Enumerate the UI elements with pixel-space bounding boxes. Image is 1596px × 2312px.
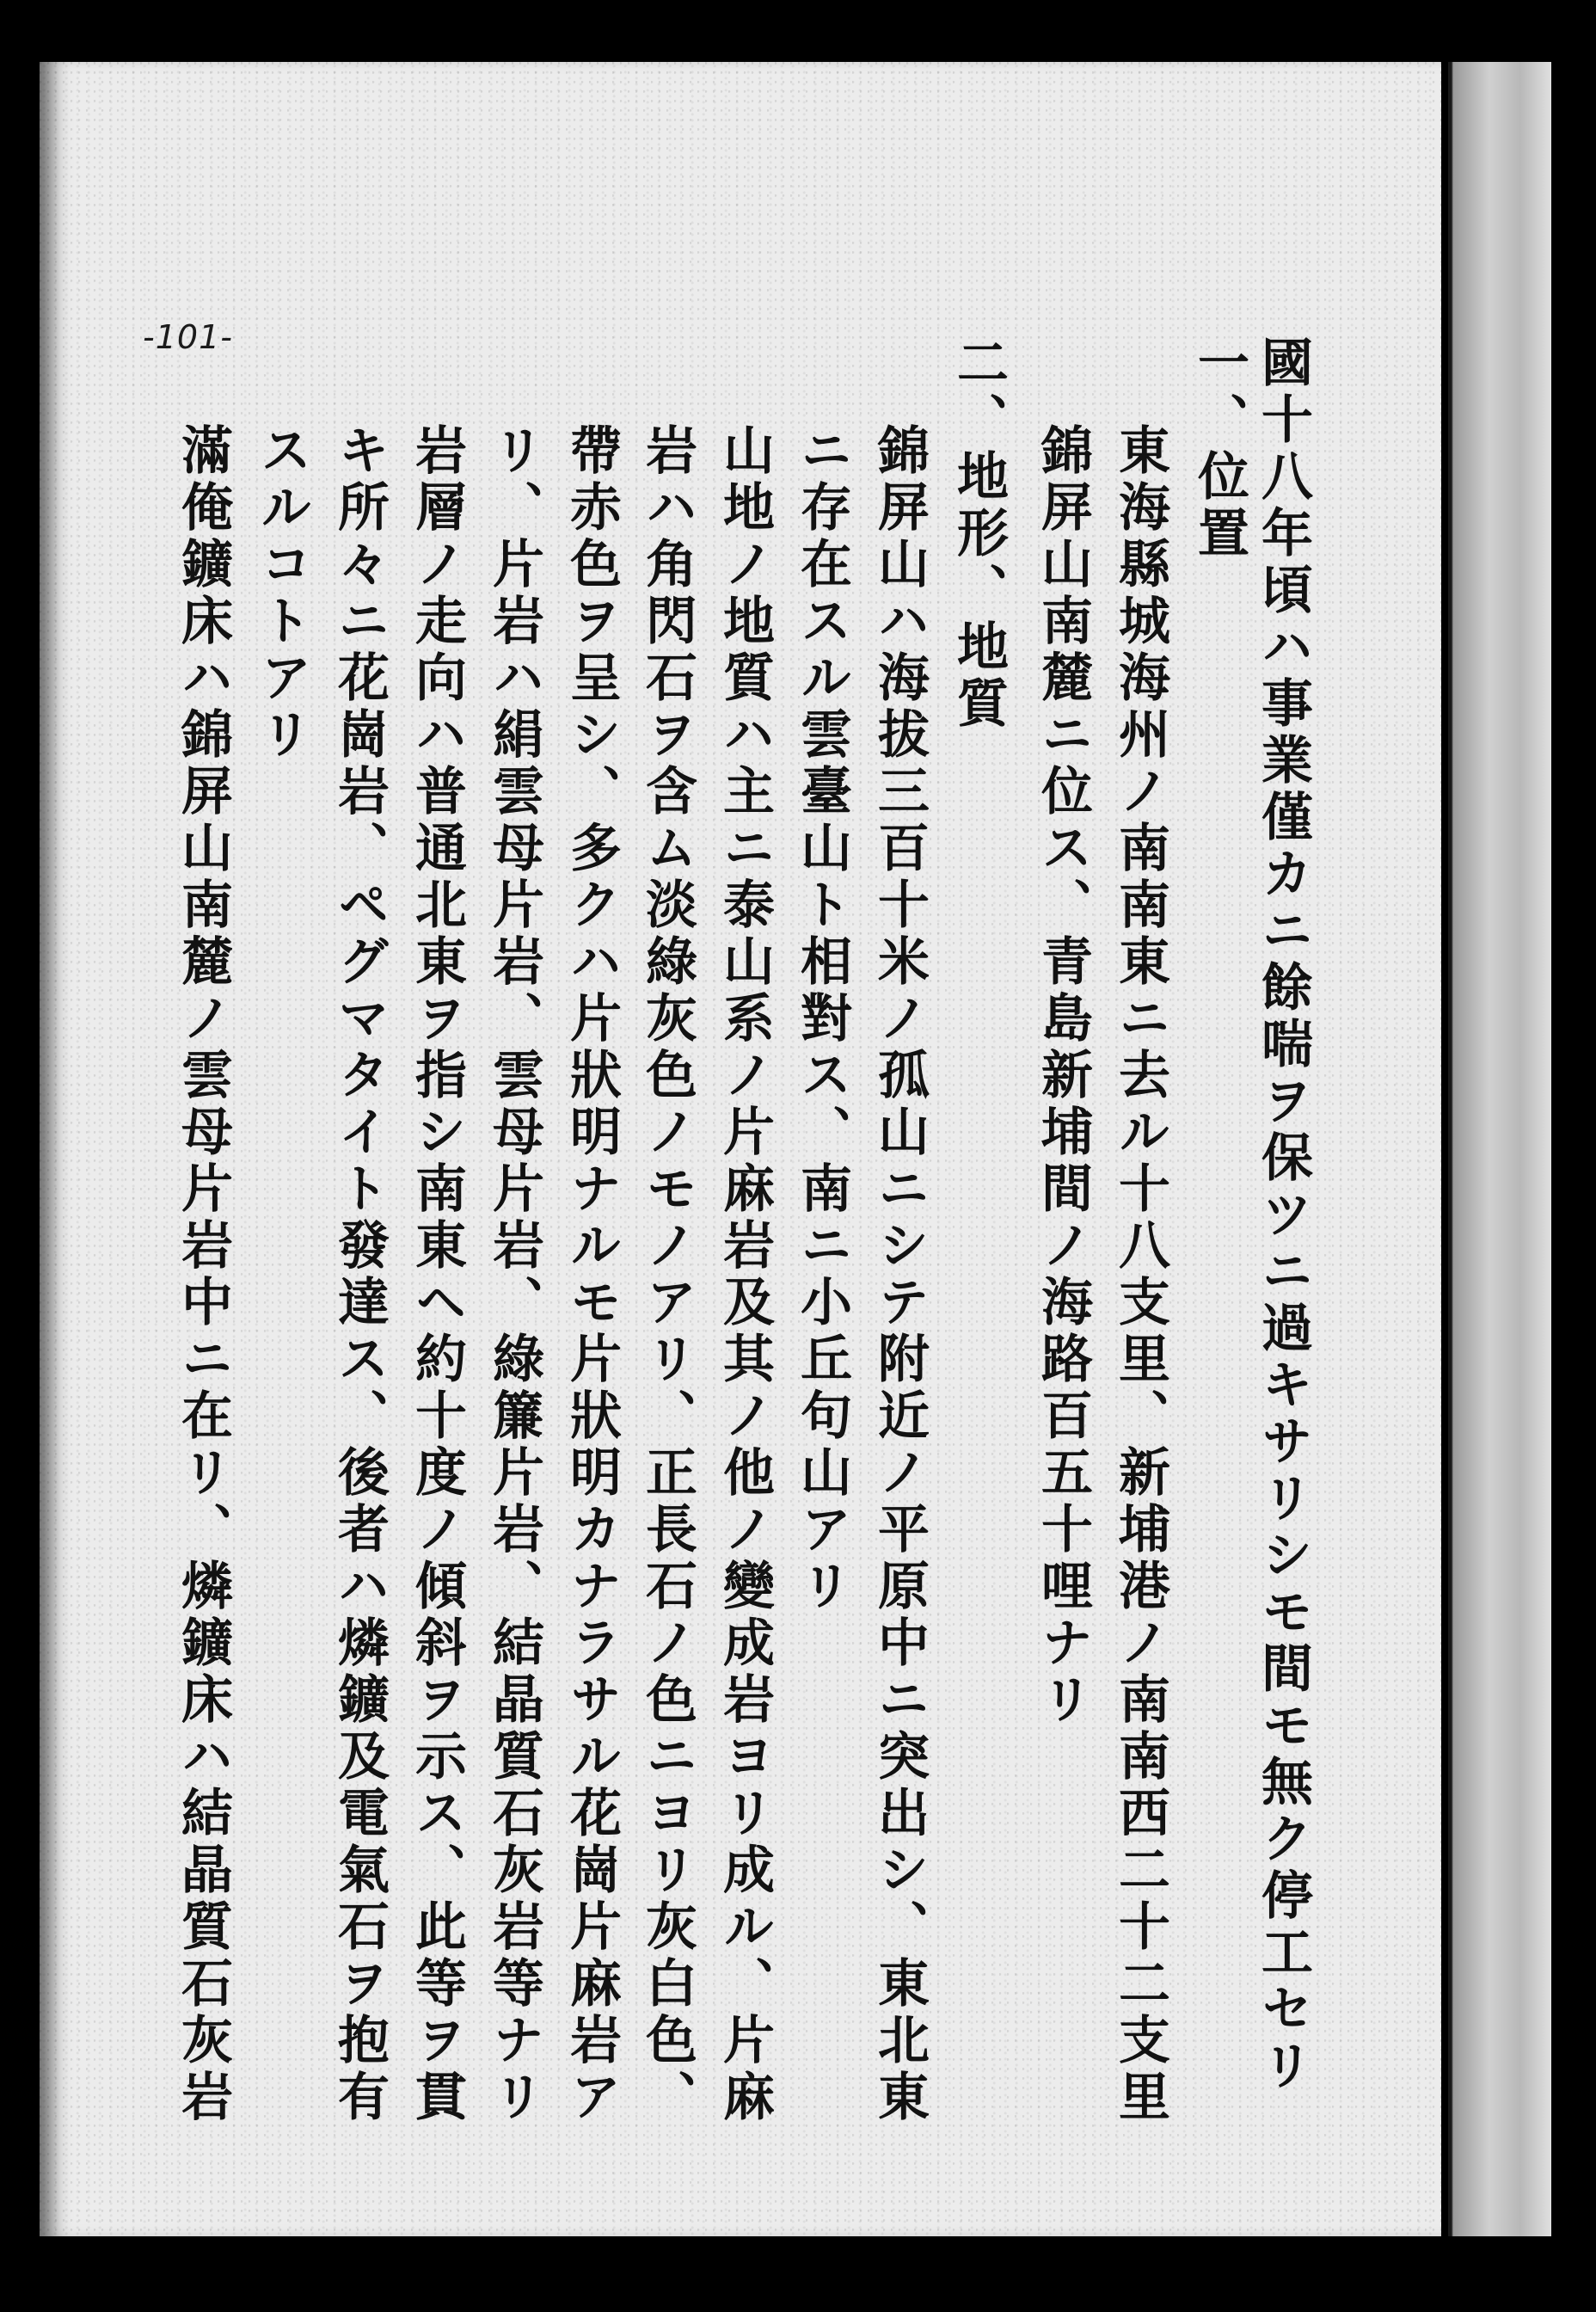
text-column-10: 帶赤色ヲ呈シ、多クハ片狀明ナルモ片狀明カナラサル花崗片麻岩ア <box>562 423 622 2126</box>
section-heading-terrain-geology: 二、地形、地質 <box>948 335 1009 733</box>
text-column-15: 滿俺鑛床ハ錦屏山南麓ノ雲母片岩中ニ在リ、燐鑛床ハ結晶質石灰岩 <box>173 423 233 2126</box>
text-column-11: リ、片岩ハ絹雲母片岩、雲母片岩、綠簾片岩、結晶質石灰岩等ナリ <box>484 423 544 2126</box>
text-column-7: ニ存在スル雲臺山ト相對ス、南ニ小丘句山アリ <box>792 423 852 1615</box>
text-column-13: キ所々ニ花崗岩、ペグマタイト發達ス、後者ハ燐鑛及電氣石ヲ抱有 <box>329 423 390 2126</box>
text-column-9: 岩ハ角閃石ヲ含ム淡綠灰色ノモノアリ、正長石ノ色ニヨリ灰白色、 <box>637 423 697 2126</box>
text-column-3: 東海縣城海州ノ南南東ニ去ル十八支里、新埔港ノ南南西二十二支里 <box>1110 423 1170 2126</box>
text-column-12: 岩層ノ走向ハ普通北東ヲ指シ南東ヘ約十度ノ傾斜ヲ示ス、此等ヲ貫 <box>407 423 467 2126</box>
section-heading-location: 一、位置 <box>1189 335 1249 563</box>
text-column-8: 山地ノ地質ハ主ニ泰山系ノ片麻岩及其ノ他ノ變成岩ヨリ成ル、片麻 <box>715 423 775 2126</box>
page-number: -101- <box>143 318 233 356</box>
text-column-4: 錦屏山南麓ニ位ス、青島新埔間ノ海路百五十哩ナリ <box>1033 423 1093 1729</box>
document-page <box>40 62 1441 2236</box>
adjacent-page-edge <box>1448 62 1551 2236</box>
text-column-6: 錦屏山ハ海拔三百十米ノ孤山ニシテ附近ノ平原中ニ突出シ、東北東 <box>869 423 930 2126</box>
text-column-14: スルコトアリ <box>252 423 312 764</box>
text-column-1: 國十八年頃ハ事業僅カニ餘喘ヲ保ツニ過キサリシモ間モ無ク停工セリ <box>1253 335 1313 2095</box>
